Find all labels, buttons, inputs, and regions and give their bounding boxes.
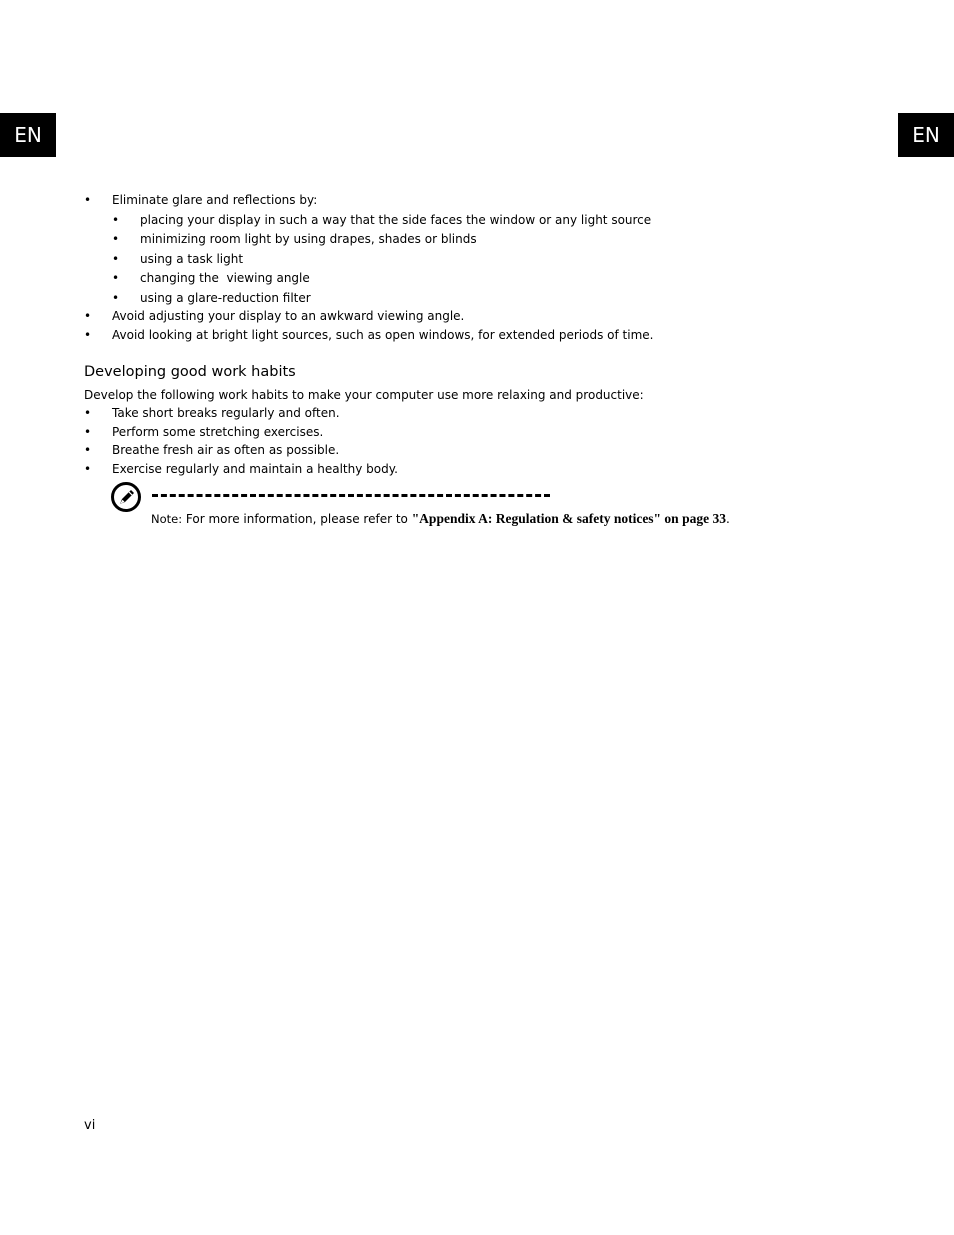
glare-list-item: minimizing room light by using drapes, shades or blinds <box>140 232 477 246</box>
language-tab-right: EN <box>898 113 954 157</box>
sub-bullet-marker: • <box>112 271 120 285</box>
language-tab-left: EN <box>0 113 56 157</box>
bullet-marker: • <box>84 309 92 323</box>
glare-list-item: using a task light <box>140 252 244 266</box>
glare-list-label: Eliminate glare and reflections by: <box>112 193 318 207</box>
note-pencil-icon <box>110 481 142 513</box>
glare-list-item: using a glare-reduction filter <box>140 291 311 305</box>
sub-bullet-marker: • <box>112 252 120 266</box>
note-text <box>151 511 730 527</box>
bullet-marker: • <box>84 443 92 457</box>
bullet-marker: • <box>84 425 92 439</box>
display-tip: Avoid looking at bright light sources, such as open windows, for extended periods of time. <box>112 328 654 342</box>
note-label: Note: <box>151 512 183 526</box>
sub-bullet-marker: • <box>112 232 120 246</box>
note-reference-link[interactable]: "Appendix A: Regulation & safety notices" on page 33 <box>411 511 726 526</box>
bullet-marker: • <box>84 328 92 342</box>
habit-item: Perform some stretching exercises. <box>112 425 324 439</box>
bullet-marker: • <box>84 462 92 476</box>
habit-item: Breathe fresh air as often as possible. <box>112 443 340 457</box>
habit-item: Exercise regularly and maintain a healthy body. <box>112 462 398 476</box>
bullet-marker: • <box>84 406 92 420</box>
glare-list-item: placing your display in such a way that the side faces the window or any light source <box>140 213 652 227</box>
page-number: vi <box>84 1118 96 1133</box>
sub-bullet-marker: • <box>112 213 120 227</box>
section-intro: Develop the following work habits to make your computer use more relaxing and productive: <box>84 388 644 402</box>
display-tip: Avoid adjusting your display to an awkward viewing angle. <box>112 309 465 323</box>
note-text-after: . <box>725 512 730 526</box>
sub-bullet-marker: • <box>112 291 120 305</box>
note-divider <box>152 494 550 497</box>
bullet-marker: • <box>84 193 92 207</box>
habit-item: Take short breaks regularly and often. <box>112 406 340 420</box>
section-heading: Developing good work habits <box>84 364 296 380</box>
glare-list-item: changing the viewing angle <box>140 271 310 285</box>
note-text-before: For more information, please refer to <box>182 512 412 526</box>
